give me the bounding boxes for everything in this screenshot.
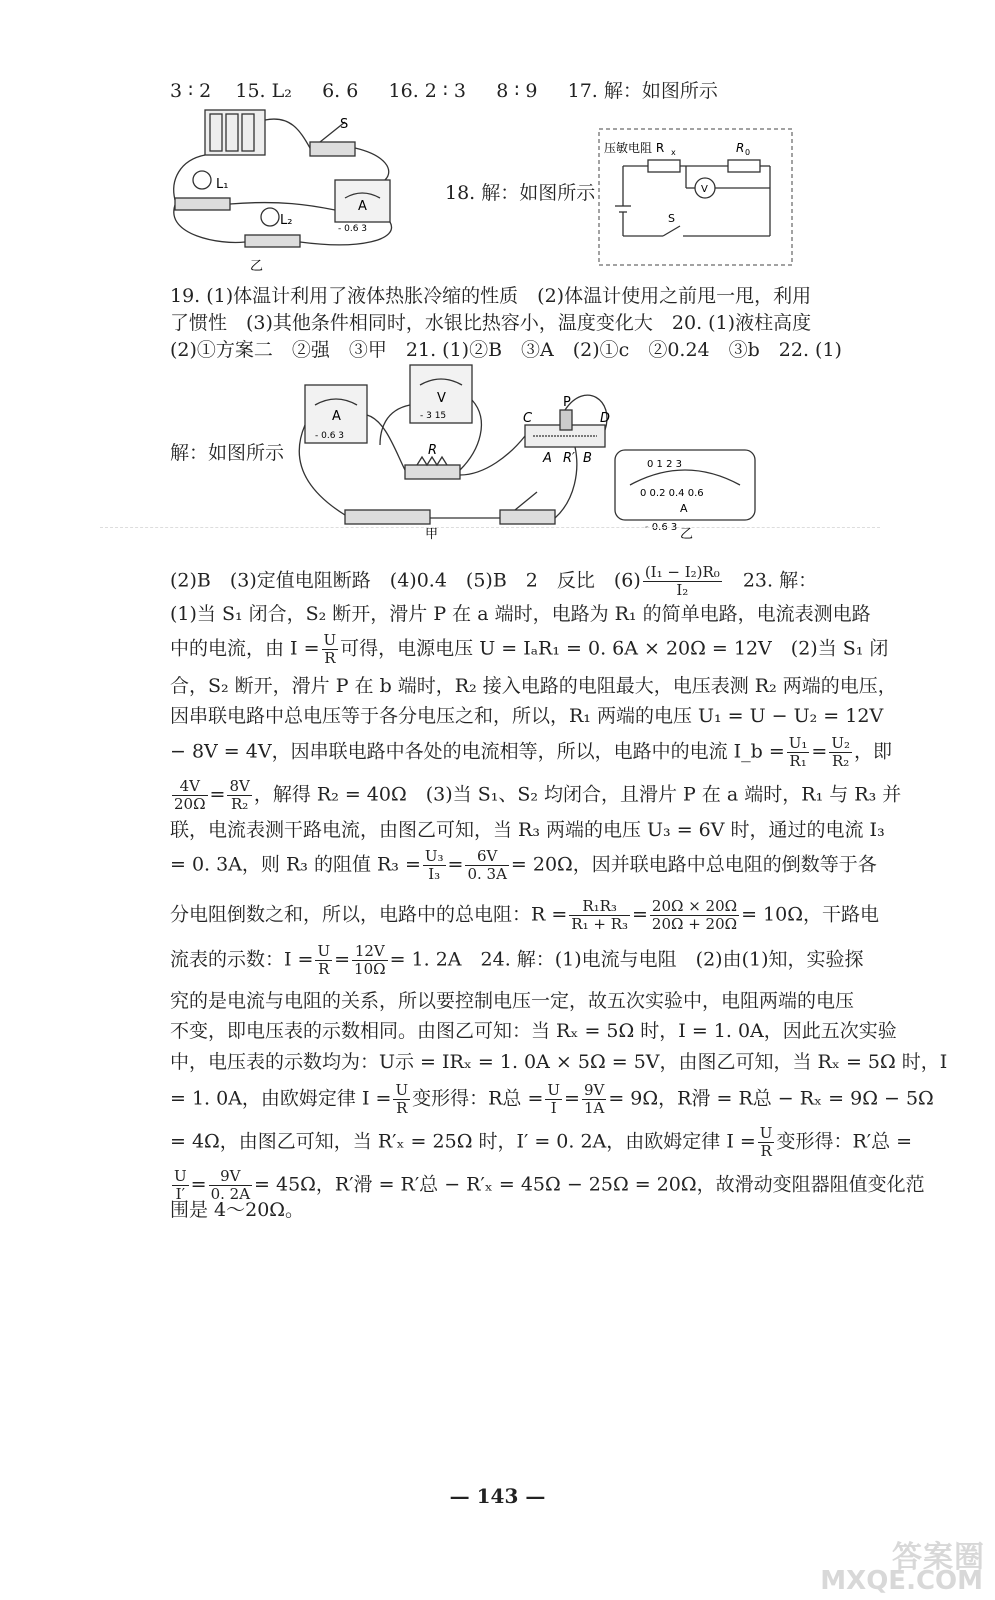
resistor-r-label: R (428, 443, 438, 458)
slider-p-label: P (563, 395, 571, 410)
answer-line-24a: 流表的示数：I = $\frac{U}{R}$ = $\frac{12V}{10\Omega}$ = 1. 2A 24. 解：(1)电流与电阻 (2)由(1)知，实验探 (170, 942, 864, 978)
svg-text:A: A (543, 451, 552, 466)
svg-text:D: D (600, 411, 611, 426)
answer-line-23f: $\frac{4V}{20\Omega}$ = $\frac{8V}{\text{R₂}}$ ，解得 R₂ = 40Ω (3)当 S₁、S₂ 均闭合，且滑片 P 在 a 端时，R₁ 与 R₃ 并 (174, 777, 902, 813)
answer-line-24h: 围是 4～20Ω。 (170, 1199, 305, 1221)
answer-line-23b: 中的电流，由 I = $\frac{U}{R}$ 可得，电源电压 U = IₐR₁ = 0. 6A × 20Ω = 12V (2)当 S₁ 闭 (170, 631, 889, 667)
answer-line-22b: (2)B (3)定值电阻断路 (4)0.4 (5)B 2 反比 (6) $\frac{\text{(I₁ − I₂)R₀}}{\text{I₂}}$ 23. 解： (170, 563, 818, 599)
voltmeter-v-label: V (437, 391, 446, 406)
fig22-caption-yi: 乙 (680, 527, 694, 540)
answer-line-24e: = 1. 0A，由欧姆定律 I = $\frac{U}{R}$ 变形得：R总 = $\frac{U}{I}$ = $\frac{9V}{1A}$ = 9Ω，R滑 = R总 − Rₓ = 9Ω − 5Ω (170, 1081, 934, 1117)
svg-text:0 1 2 3: 0 1 2 3 (647, 459, 682, 470)
svg-text:- 0.6 3: - 0.6 3 (645, 522, 678, 533)
lamp1-label: L₁ (216, 177, 229, 192)
answer-line-19b: 了惯性 (3)其他条件相同时，水银比热容小，温度变化大 20. (1)液柱高度 (170, 312, 812, 334)
answer-line-24g: $\frac{U}{I'}$ = $\frac{9V}{0. 2A}$ = 45Ω，R′滑 = R′总 − R′ₓ = 45Ω − 25Ω = 20Ω，故滑动变阻器阻值变化范 (174, 1167, 925, 1203)
fig17-caption: 乙 (250, 259, 264, 274)
answer-line-21: (2)①方案二 ②强 ③甲 21. (1)②B ③A (2)①c ②0.24 ③b 22. (1) (170, 339, 842, 361)
answer-line-19: 19. (1)体温计利用了液体热胀冷缩的性质 (2)体温计使用之前甩一甩，利用 (170, 285, 812, 307)
switch-s-label: S (668, 212, 675, 225)
divider (100, 527, 880, 528)
r0-label: R (736, 141, 745, 155)
answer-line-24b: 究的是电流与电阻的关系，所以要控制电压一定，故五次实验中，电阻两端的电压 (170, 990, 855, 1012)
switch-label: S (340, 117, 349, 132)
ammeter-a-label: A (332, 409, 341, 424)
ammeter-terminals: - 0.6 3 (338, 224, 368, 234)
figure-17-circuit (160, 100, 410, 275)
watermark-logo: 答案圈 (892, 1540, 985, 1575)
answer-line-24c: 不变，即电压表的示数相同。由图乙可知：当 Rₓ = 5Ω 时，I = 1. 0A，因此五次实验 (170, 1020, 897, 1042)
svg-text:0 0.2 0.4 0.6: 0 0.2 0.4 0.6 (640, 488, 704, 499)
svg-text:- 0.6 3: - 0.6 3 (315, 431, 345, 441)
fraction: $\frac{\text{(I₁ − I₂)R₀}}{\text{I₂}}$ (644, 563, 720, 599)
answer-line-23d: 因串联电路中总电压等于各分电压之和，所以，R₁ 两端的电压 U₁ = U − U₂ = 12V (170, 705, 884, 727)
answer-line-23a: (1)当 S₁ 闭合，S₂ 断开，滑片 P 在 a 端时，电路为 R₁ 的简单电路，电流表测电路 (170, 603, 871, 625)
voltmeter-label: V (701, 184, 708, 195)
answer-line-23h: = 0. 3A，则 R₃ 的阻值 R₃ = $\frac{\text{U₃}}{\text{I₃}}$ = $\frac{6V}{0. 3A}$ = 20Ω，因并联电路中总电阻的倒数等于各 (170, 847, 877, 883)
figure-18-circuit (598, 128, 793, 266)
answer-line-24d: 中，电压表的示数均为：U示 = IRₓ = 1. 0A × 5Ω = 5V，由图乙可知，当 Rₓ = 5Ω 时，I (170, 1051, 948, 1073)
pressure-resistor-label: 压敏电阻 R (604, 141, 665, 155)
svg-text:B: B (583, 451, 592, 466)
answer-line-23e: − 8V = 4V，因串联电路中各处的电流相等，所以，电路中的电流 I_b = $\frac{\text{U₁}}{\text{R₁}}$ = $\frac{\text{U₂}}{\text{R₂}}$ ，即 (170, 734, 892, 770)
answer-line-23c: 合，S₂ 断开，滑片 P 在 b 端时，R₂ 接入电路的电阻最大，电压表测 R₂ 两端的电压， (170, 675, 897, 697)
lamp2-label: L₂ (280, 213, 293, 228)
answer-line-24f: = 4Ω，由图乙可知，当 R′ₓ = 25Ω 时，I′ = 0. 2A，由欧姆定律 I = $\frac{U}{R}$ 变形得：R′总 = (170, 1124, 913, 1160)
answer-line-23g: 联，电流表测干路电流，由图乙可知，当 R₃ 两端的电压 U₃ = 6V 时，通过的电流 I₃ (170, 819, 885, 841)
watermark-url: MXQE.COM (820, 1566, 983, 1596)
svg-text:- 3 15: - 3 15 (420, 411, 447, 421)
q18-text: 18. 解：如图所示 (445, 182, 596, 204)
ammeter-label: A (358, 199, 367, 214)
q22-label: 解：如图所示 (170, 442, 285, 464)
svg-text:0: 0 (745, 148, 751, 157)
svg-text:C: C (523, 411, 533, 426)
svg-text:R′: R′ (563, 451, 575, 466)
page-number: — 143 — (449, 1484, 546, 1508)
answer-line-top: 3 ∶ 2 15. L₂ 6. 6 16. 2 ∶ 3 8 ∶ 9 17. 解：如图所示 (170, 80, 718, 102)
figure-22-circuit (285, 360, 775, 540)
svg-text:x: x (671, 148, 676, 157)
fig22-caption-jia: 甲 (425, 527, 439, 540)
answer-line-23i: 分电阻倒数之和，所以，电路中的总电阻：R = $\frac{\text{R₁R₃}}{\text{R₁ + R₃}}$ = $\frac{20\Omega \times 20\Omega}{20\Omega + 20\Omega}$ = 10Ω，干路电 (170, 897, 879, 933)
svg-text:A: A (680, 502, 688, 515)
